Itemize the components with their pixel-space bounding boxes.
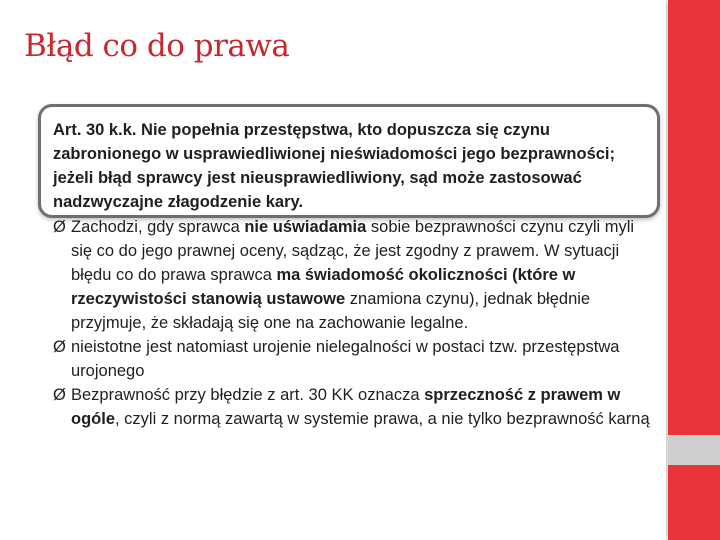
bullet-item-1: Ø Zachodzi, gdy sprawca nie uświadamia sobie bezprawności czynu czyli myli się co do jego prawnej oceny, sądząc, że jest zgodny z prawem. W sytuacji błędu co do prawa sprawca ma świadomość okoliczności (które w rzeczywistości stanowią ustawowe znamiona czynu), jednak błędnie przyjmuje, że składają się one na zachowanie legalne. — [53, 215, 659, 335]
accent-strip-middle — [668, 435, 720, 465]
accent-strip-top — [668, 0, 720, 435]
arrow-check-icon: Ø — [53, 218, 66, 236]
bullet-item-2: Ø nieistotne jest natomiast urojenie nielegalności w postaci tzw. przestępstwa urojonego — [53, 335, 659, 383]
arrow-check-icon: Ø — [53, 386, 66, 404]
arrow-check-icon: Ø — [53, 338, 66, 356]
article-text: Art. 30 k.k. Nie popełnia przestępstwa, kto dopuszcza się czynu zabronionego w usprawiedliwionej nieświadomości jego bezprawności; jeżeli błąd sprawcy jest nieusprawiedliwiony, sąd może zastosować nadzwyczajne złagodzenie kary. — [53, 121, 616, 211]
slide-content — [53, 118, 659, 431]
accent-strip-bottom — [668, 465, 720, 540]
slide-title: Błąd co do prawa — [24, 28, 290, 64]
bullet-item-3: Ø Bezprawność przy błędzie z art. 30 KK oznacza sprzeczność z prawem w ogóle, czyli z normą zawartą w systemie prawa, a nie tylko bezprawność karną — [53, 383, 659, 431]
